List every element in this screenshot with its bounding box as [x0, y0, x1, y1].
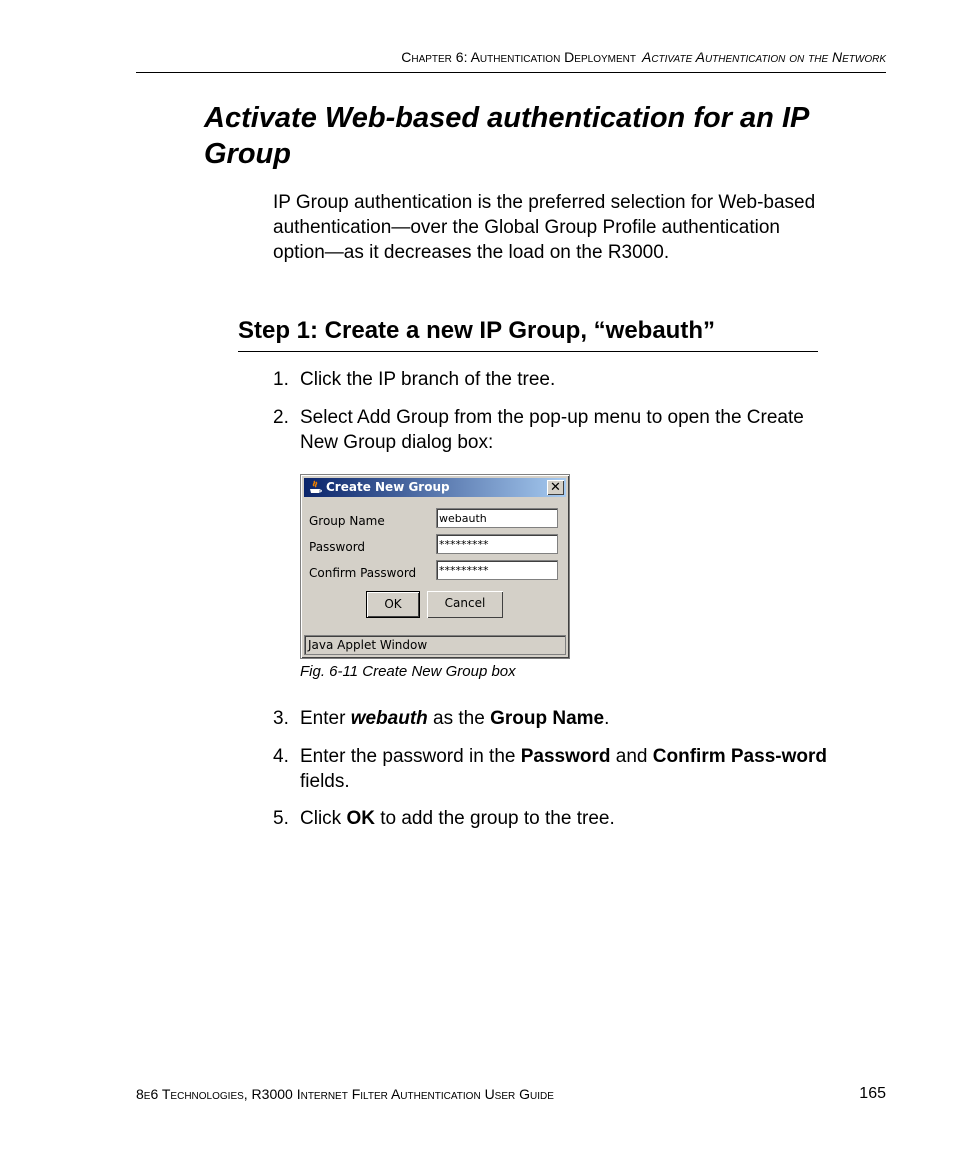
page-title: Activate Web-based authentication for an IP Group: [204, 102, 809, 170]
running-header: [401, 49, 886, 65]
dialog-title-bar[interactable]: [304, 478, 566, 497]
header-section: Activate Authentication on the Network: [641, 49, 886, 65]
list-number: 1.: [273, 369, 289, 390]
step-heading: Step 1: Create a new IP Group, “webauth”: [238, 317, 715, 344]
password-label: Password: [309, 540, 366, 554]
header-rule: [136, 72, 886, 73]
list-text: Select Add Group from the pop-up menu to open the Create New Group dialog box:: [300, 407, 804, 453]
list-item: [273, 806, 833, 831]
list-text: Enter webauth as the Group Name.: [300, 708, 610, 729]
list-text: Click the IP branch of the tree.: [300, 369, 556, 390]
list-number: 3.: [273, 708, 289, 729]
create-new-group-dialog: [300, 474, 570, 659]
group-name-input[interactable]: webauth: [436, 508, 558, 528]
ok-button[interactable]: OK: [366, 591, 420, 618]
list-text: Click OK to add the group to the tree.: [300, 808, 615, 829]
password-input[interactable]: *********: [436, 534, 558, 554]
close-icon[interactable]: ✕: [547, 480, 564, 495]
list-item: [273, 706, 833, 731]
confirm-password-input[interactable]: *********: [436, 560, 558, 580]
intro-paragraph: IP Group authentication is the preferred selection for Web-based authentication—over the Global Group Profile authentication option—as it decreases the load on the R3000.: [273, 192, 816, 263]
dialog-title: Create New Group: [326, 480, 450, 494]
list-number: 4.: [273, 746, 289, 767]
list-number: 2.: [273, 407, 289, 428]
list-number: 5.: [273, 808, 289, 829]
java-icon: [308, 480, 322, 495]
cancel-button[interactable]: Cancel: [427, 591, 503, 618]
figure-caption: Fig. 6-11 Create New Group box: [300, 663, 516, 680]
list-text: Enter the password in the Password and Confirm Pass-word fields.: [300, 746, 827, 792]
applet-status-bar: Java Applet Window: [304, 635, 566, 655]
step-rule: [238, 351, 818, 352]
running-footer: 8e6 Technologies, R3000 Internet Filter Authentication User Guide: [136, 1086, 554, 1102]
page-number: 165: [859, 1085, 886, 1102]
list-item: [273, 405, 833, 455]
header-chapter: Chapter 6: Authentication Deployment: [401, 49, 636, 65]
list-item: [273, 367, 833, 392]
group-name-label: Group Name: [309, 514, 385, 528]
list-item: [273, 744, 833, 794]
confirm-password-label: Confirm Password: [309, 566, 417, 580]
